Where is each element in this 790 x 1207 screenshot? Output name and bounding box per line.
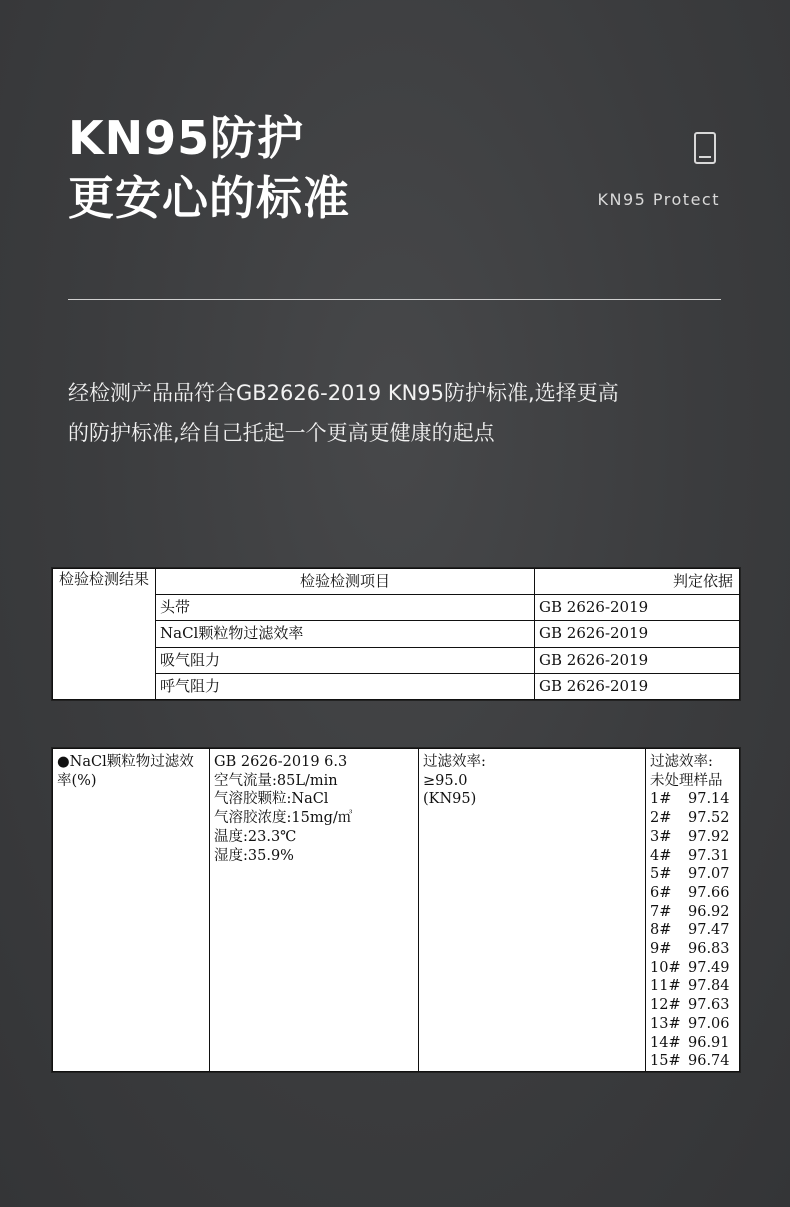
sample-row <box>650 1052 735 1071</box>
sample-value: 97.47 <box>688 922 730 939</box>
description-line-2: 的防护标准,给自己托起一个更高更健康的起点 <box>68 421 495 445</box>
table-row <box>53 673 740 699</box>
requirement-label: 过滤效率: <box>423 754 486 770</box>
sample-row <box>650 996 735 1015</box>
sample-row <box>650 959 735 978</box>
requirement-grade: (KN95) <box>423 791 477 808</box>
table-header-row <box>53 569 740 595</box>
table-cell-basis: GB 2626-2019 <box>535 621 740 647</box>
sample-value: 97.31 <box>688 847 730 864</box>
sample-value: 97.92 <box>688 828 730 845</box>
table-cell-basis: GB 2626-2019 <box>535 673 740 699</box>
sample-row <box>650 847 735 866</box>
sample-value: 97.14 <box>688 791 730 808</box>
test-conditions-cell <box>210 749 419 1072</box>
sample-id: 8# <box>650 922 672 939</box>
sample-value: 97.07 <box>688 866 730 883</box>
table-row <box>53 647 740 673</box>
sample-id: 13# <box>650 1015 681 1032</box>
sample-id: 12# <box>650 997 681 1014</box>
sample-row <box>650 977 735 996</box>
requirement-value: ≥95.0 <box>423 772 468 789</box>
sample-id: 10# <box>650 959 681 976</box>
sample-id: 1# <box>650 791 672 808</box>
test-item-cell <box>53 749 210 1072</box>
inspection-items-table <box>52 568 740 700</box>
table-cell-basis: GB 2626-2019 <box>535 647 740 673</box>
sample-value: 97.49 <box>688 959 730 976</box>
table-header-result: 检验检测结果 <box>53 569 156 700</box>
sample-id: 6# <box>650 884 672 901</box>
sample-row <box>650 940 735 959</box>
english-subtitle: KN95 Protect <box>597 190 720 209</box>
table-row <box>53 749 740 1072</box>
sample-id: 14# <box>650 1034 681 1051</box>
table-header-item: 检验检测项目 <box>156 569 535 595</box>
results-header-line-1: 过滤效率: <box>650 754 713 770</box>
sample-row <box>650 1034 735 1053</box>
divider <box>68 299 721 300</box>
sample-id: 5# <box>650 866 672 883</box>
sample-row <box>650 828 735 847</box>
sample-value: 96.74 <box>688 1053 730 1070</box>
table-header-basis: 判定依据 <box>535 569 740 595</box>
sample-row <box>650 921 735 940</box>
sample-id: 11# <box>650 978 681 995</box>
table-cell-item: 头带 <box>156 595 535 621</box>
page-title-line-2: 更安心的标准 <box>68 171 350 225</box>
table-cell-basis: GB 2626-2019 <box>535 595 740 621</box>
sample-id: 2# <box>650 810 672 827</box>
sample-row <box>650 903 735 922</box>
requirement-cell <box>419 749 646 1072</box>
sample-value: 97.52 <box>688 810 730 827</box>
test-item-label: ●NaCl颗粒物过滤效率(%) <box>57 754 194 789</box>
condition-temperature: 温度:23.3℃ <box>214 828 297 845</box>
table-row <box>53 621 740 647</box>
description-line-1: 经检测产品品符合GB2626-2019 KN95防护标准,选择更高 <box>68 381 619 405</box>
table-cell-item: 呼气阻力 <box>156 673 535 699</box>
condition-aerosol-concentration: 气溶胶浓度:15mg/㎥ <box>214 810 353 827</box>
sample-row <box>650 790 735 809</box>
sample-row <box>650 1015 735 1034</box>
sample-value: 97.06 <box>688 1015 730 1032</box>
condition-standard: GB 2626-2019 6.3 <box>214 754 348 770</box>
sample-id: 9# <box>650 941 672 958</box>
sample-row <box>650 809 735 828</box>
sample-row <box>650 865 735 884</box>
sample-id: 3# <box>650 828 672 845</box>
sample-value: 96.91 <box>688 1034 730 1051</box>
table-row <box>53 595 740 621</box>
condition-air-flow: 空气流量:85L/min <box>214 772 338 789</box>
table-cell-item: 吸气阻力 <box>156 647 535 673</box>
filtration-results-table <box>52 748 740 1072</box>
sample-id: 15# <box>650 1053 681 1070</box>
sample-value: 97.66 <box>688 884 730 901</box>
sample-id: 7# <box>650 903 672 920</box>
sample-value: 97.63 <box>688 997 730 1014</box>
phone-icon <box>694 132 716 164</box>
sample-value: 97.84 <box>688 978 730 995</box>
table-cell-item: NaCl颗粒物过滤效率 <box>156 621 535 647</box>
results-cell <box>646 749 740 1072</box>
sample-row <box>650 884 735 903</box>
sample-id: 4# <box>650 847 672 864</box>
results-header-line-2: 未处理样品 <box>650 772 723 789</box>
sample-value: 96.92 <box>688 903 730 920</box>
sample-value: 96.83 <box>688 941 730 958</box>
condition-humidity: 湿度:35.9% <box>214 847 294 864</box>
condition-aerosol-particle: 气溶胶颗粒:NaCl <box>214 791 329 808</box>
page-title-line-1: KN95防护 <box>68 111 305 165</box>
